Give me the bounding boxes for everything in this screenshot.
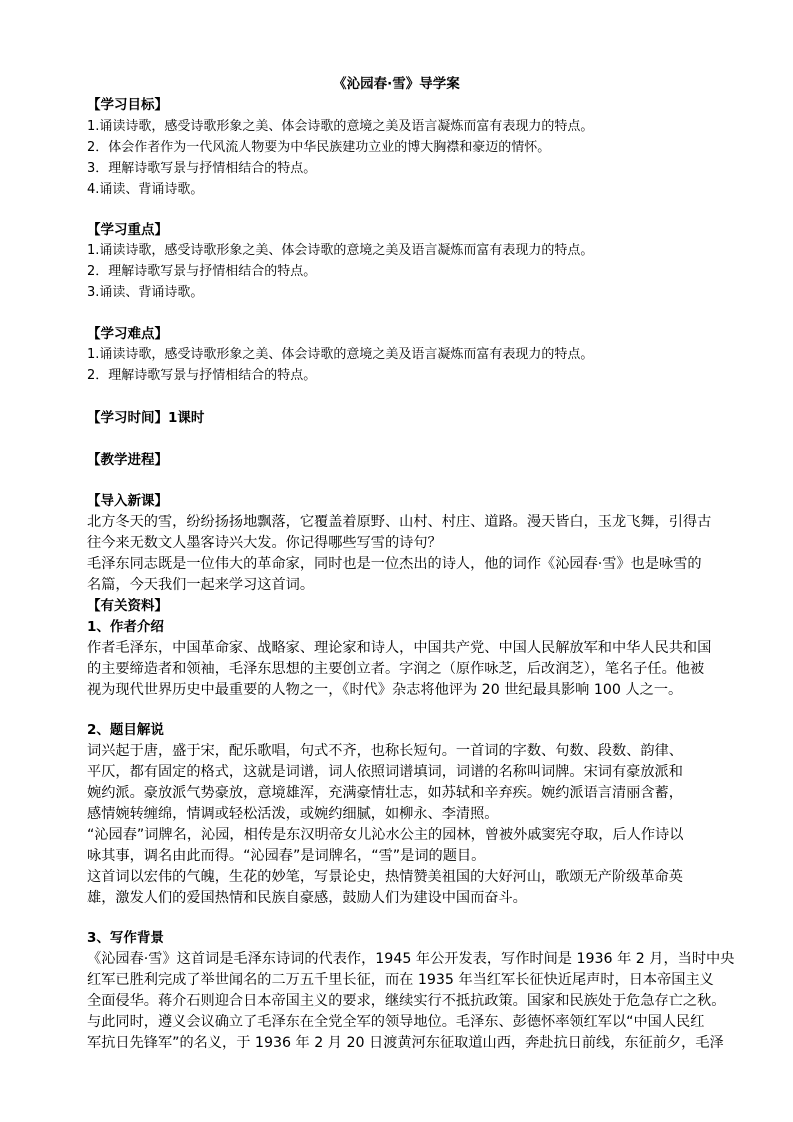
intro-line: 北方冬天的雪，纷纷扬扬地飘落，它覆盖着原野、山村、村庄、道路。漫天皆白，玉龙飞舞，引得古 xyxy=(87,514,712,530)
difficulties-heading: 【学习难点】 xyxy=(87,326,168,342)
title-explain-line: 词兴起于唐，盛于宋，配乐歌唱，句式不齐，也称长短句。一首词的字数、句数、段数、韵律、 xyxy=(87,743,683,759)
background-line: 《沁园春·雪》这首词是毛泽东诗词的代表作，1945 年公开发表，写作时间是 1936 年 2 月，当时中央 xyxy=(87,951,735,967)
title-explain-line: 这首词以宏伟的气魄，生花的妙笔，写景论史，热情赞美祖国的大好河山，歌颂无产阶级革命英 xyxy=(87,869,683,885)
keypoint-item: 3.诵读、背诵诗歌。 xyxy=(87,285,204,300)
intro-line: 往今来无数文人墨客诗兴大发。你记得哪些写雪的诗句？ xyxy=(87,535,442,551)
difficulty-item: 1.诵读诗歌，感受诗歌形象之美、体会诗歌的意境之美及语言凝炼而富有表现力的特点。 xyxy=(87,347,594,362)
background-heading: 3、写作背景 xyxy=(87,930,164,946)
goal-item: 3．理解诗歌写景与抒情相结合的特点。 xyxy=(87,161,317,176)
background-line: 与此同时，遵义会议确立了毛泽东在全党全军的领导地位。毛泽东、彭德怀率领红军以“中国人民红 xyxy=(87,1014,705,1030)
goal-item: 1.诵读诗歌，感受诗歌形象之美、体会诗歌的意境之美及语言凝炼而富有表现力的特点。 xyxy=(87,119,594,134)
intro-line: 名篇，今天我们一起来学习这首词。 xyxy=(87,577,315,593)
title-explain-line: 婉约派。豪放派气势豪放，意境雄浑，充满豪情壮志，如苏轼和辛弃疾。婉约派语言清丽含蓄， xyxy=(87,785,683,801)
title-explain-line: 平仄，都有固定的格式，这就是词谱，词人依照词谱填词，词谱的名称叫词牌。宋词有豪放派和 xyxy=(87,764,683,780)
title-explain-line: 咏其事，调名由此而得。“沁园春”是词牌名，“雪”是词的题目。 xyxy=(87,848,486,864)
document-title: 《沁园春·雪》导学案 xyxy=(333,76,460,92)
background-line: 军抗日先锋军”的名义，于 1936 年 2 月 20 日渡黄河东征取道山西，奔赴抗日前线，东征前夕，毛泽 xyxy=(87,1035,724,1051)
keypoint-item: 2．理解诗歌写景与抒情相结合的特点。 xyxy=(87,264,317,279)
background-line: 全面侵华。蒋介石则迎合日本帝国主义的要求，继续实行不抵抗政策。国家和民族处于危急存亡之秋。 xyxy=(87,993,726,1009)
keypoint-item: 1.诵读诗歌，感受诗歌形象之美、体会诗歌的意境之美及语言凝炼而富有表现力的特点。 xyxy=(87,243,594,258)
title-explain-line: “沁园春”词牌名，沁园，相传是东汉明帝女儿沁水公主的园林，曾被外戚窦宪夺取，后人作诗以 xyxy=(87,827,684,843)
goal-item: 2．体会作者作为一代风流人物要为中华民族建功立业的博大胸襟和豪迈的情怀。 xyxy=(87,140,551,155)
process-heading: 【教学进程】 xyxy=(87,452,168,468)
author-line: 视为现代世界历史中最重要的人物之一，《时代》杂志将他评为 20 世纪最具影响 100 人之一。 xyxy=(87,682,683,698)
intro-heading: 【导入新课】 xyxy=(87,493,168,509)
author-line: 的主要缔造者和领袖，毛泽东思想的主要创立者。字润之（原作咏芝，后改润芝），笔名子任。他被 xyxy=(87,661,705,677)
background-line: 红军已胜利完成了举世闻名的二万五千里长征，而在 1935 年当红军长征快近尾声时，日本帝国主义 xyxy=(87,972,714,988)
goal-item: 4.诵读、背诵诗歌。 xyxy=(87,182,204,197)
keypoints-heading: 【学习重点】 xyxy=(87,222,168,238)
author-line: 作者毛泽东，中国革命家、战略家、理论家和诗人，中国共产党、中国人民解放军和中华人民共和国 xyxy=(87,640,712,656)
materials-heading: 【有关资料】 xyxy=(87,598,168,614)
title-explain-line: 感情婉转缠绵，情调或轻松活泼，或婉约细腻，如柳永、李清照。 xyxy=(87,806,499,822)
title-explain-line: 雄，激发人们的爱国热情和民族自豪感，鼓励人们为建设中国而奋斗。 xyxy=(87,890,527,906)
difficulty-item: 2．理解诗歌写景与抒情相结合的特点。 xyxy=(87,368,317,383)
goals-heading: 【学习目标】 xyxy=(87,97,168,113)
title-explain-heading: 2、题目解说 xyxy=(87,722,164,738)
study-time: 【学习时间】1课时 xyxy=(87,410,205,426)
author-heading: 1、作者介绍 xyxy=(87,619,164,635)
intro-line: 毛泽东同志既是一位伟大的革命家，同时也是一位杰出的诗人，他的词作《沁园春·雪》也是咏雪的 xyxy=(87,556,702,572)
